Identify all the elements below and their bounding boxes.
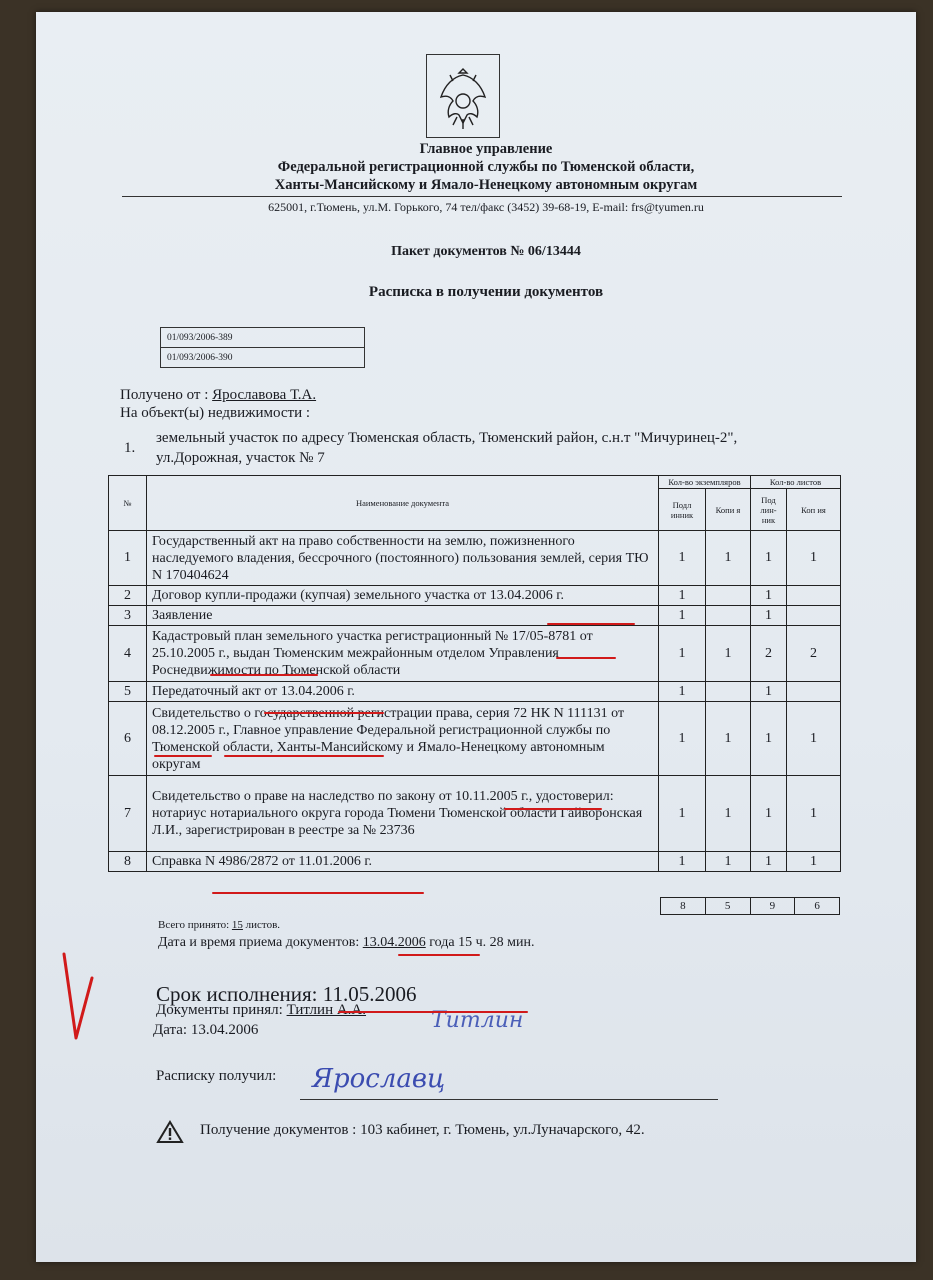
row-copy-sheets: 1 xyxy=(787,776,841,852)
package-title: Пакет документов № 06/13444 xyxy=(391,244,581,259)
accepted-by-label: Документы принял: xyxy=(156,1002,283,1018)
table-row xyxy=(109,776,841,852)
red-underline xyxy=(224,755,384,757)
red-underline xyxy=(556,657,616,659)
accept-date: 13.04.2006 xyxy=(362,935,426,950)
accepted-by-line xyxy=(156,1002,366,1019)
row-copy-sheets xyxy=(787,682,841,702)
row-orig-sheets: 1 xyxy=(751,702,787,776)
row-copy: 1 xyxy=(706,776,751,852)
row-orig: 1 xyxy=(659,531,706,586)
table-row xyxy=(109,531,841,586)
total-accepted-value: 15 xyxy=(231,919,243,931)
row-doc-name: Государственный акт на право собственности на землю, пожизненного наследуемого владения, бессрочного (постоянного) пользования землей, серия ТЮ N 170404624 xyxy=(147,531,659,586)
date-label: Дата: xyxy=(153,1022,188,1038)
col-header-original-sheets: Под лин-ник xyxy=(751,489,787,531)
row-orig: 1 xyxy=(659,702,706,776)
header-divider xyxy=(122,196,842,197)
received-from-line xyxy=(120,387,316,404)
row-orig: 1 xyxy=(659,606,706,626)
table-row xyxy=(109,702,841,776)
accept-datetime-line xyxy=(158,935,534,951)
date-line xyxy=(153,1022,258,1039)
object-address-line-2: ул.Дорожная, участок № 7 xyxy=(156,450,325,466)
total-copy: 5 xyxy=(705,898,750,915)
row-orig-sheets: 1 xyxy=(751,852,787,872)
red-underline xyxy=(547,623,635,625)
receipt-signature: Ярославц xyxy=(312,1064,446,1094)
received-from-label: Получено от : xyxy=(120,387,209,403)
object-number: 1. xyxy=(124,440,136,456)
object-address-line-1: земельный участок по адресу Тюменская область, Тюменский район, с.н.т "Мичуринец-2", xyxy=(156,430,738,446)
row-copy-sheets: 1 xyxy=(787,852,841,872)
coat-of-arms-emblem xyxy=(426,54,500,138)
col-header-sheets-group: Кол-во листов xyxy=(751,476,841,489)
row-copy: 1 xyxy=(706,852,751,872)
accepted-by-signature: Титлин xyxy=(431,1008,524,1033)
col-header-copies-group: Кол-во экземпляров xyxy=(659,476,751,489)
red-underline xyxy=(398,954,480,956)
deadline-label: Срок исполнения: xyxy=(156,982,318,1006)
reg-number: 01/093/2006-390 xyxy=(161,348,365,368)
row-doc-name: Договор купли-продажи (купчая) земельного участка от 13.04.2006 г. xyxy=(147,586,659,606)
received-from-name: Ярославова Т.А. xyxy=(212,387,317,403)
col-header-num: № xyxy=(109,476,147,531)
deadline-value: 11.05.2006 xyxy=(322,982,417,1006)
col-header-original: Подл инник xyxy=(659,489,706,531)
pickup-location: Получение документов : 103 кабинет, г. Тюмень, ул.Луначарского, 42. xyxy=(200,1122,645,1138)
row-copy-sheets xyxy=(787,586,841,606)
row-num: 7 xyxy=(109,776,147,852)
row-doc-name: Свидетельство о праве на наследство по закону от 10.11.2005 г., удостоверил: нотариус нотариального округа города Тюмени Тюменской области Гайворонская Л.И., зарегистрирован в реестре за № 23736 xyxy=(147,776,659,852)
registration-numbers-box xyxy=(160,327,365,368)
table-row xyxy=(109,586,841,606)
row-doc-name: Справка N 4986/2872 от 11.01.2006 г. xyxy=(147,852,659,872)
total-copy-sheets: 6 xyxy=(795,898,840,915)
receipt-title: Расписка в получении документов xyxy=(368,284,604,300)
red-check-mark xyxy=(58,950,98,1045)
row-copy-sheets: 1 xyxy=(787,702,841,776)
red-underline xyxy=(212,892,424,894)
total-accepted-label: Всего принято: xyxy=(158,919,230,931)
row-num: 1 xyxy=(109,531,147,586)
col-header-copy: Копи я xyxy=(706,489,751,531)
totals-row xyxy=(660,897,840,915)
red-underline xyxy=(154,755,212,757)
table-row xyxy=(109,852,841,872)
row-num: 4 xyxy=(109,626,147,682)
organization-name xyxy=(106,140,866,194)
table-row xyxy=(109,606,841,626)
row-copy xyxy=(706,606,751,626)
row-num: 3 xyxy=(109,606,147,626)
row-copy xyxy=(706,682,751,702)
row-num: 6 xyxy=(109,702,147,776)
org-line-3: Ханты-Мансийскому и Ямало-Ненецкому автономным округам xyxy=(274,177,698,193)
date-value: 13.04.2006 xyxy=(190,1022,259,1038)
row-copy: 1 xyxy=(706,626,751,682)
total-accepted-unit: листов. xyxy=(245,919,281,931)
row-doc-name: Свидетельство о государственной регистрации права, серия 72 НК N 111131 от 08.12.2005 г., Главное управление Федеральной регистрационной службы по Тюменской области, Ханты-Мансийскому и Ямало-Ненецкому автономным округам xyxy=(147,702,659,776)
row-copy xyxy=(706,586,751,606)
org-line-1: Главное управление xyxy=(419,141,553,157)
row-doc-name: Кадастровый план земельного участка регистрационный № 17/05-8781 от 25.10.2005 г., выдан Тюменским межрайонным отделом Управления Роснедвижимости по Тюменской области xyxy=(147,626,659,682)
accept-datetime-label: Дата и время приема документов: xyxy=(158,935,360,950)
row-orig: 1 xyxy=(659,626,706,682)
col-header-copy-sheets: Коп ия xyxy=(787,489,841,531)
red-underline xyxy=(210,674,318,676)
row-num: 5 xyxy=(109,682,147,702)
row-copy: 1 xyxy=(706,531,751,586)
org-line-2: Федеральной регистрационной службы по Тюменской области, xyxy=(277,159,695,175)
row-orig: 1 xyxy=(659,682,706,702)
total-orig: 8 xyxy=(661,898,706,915)
row-doc-name: Передаточный акт от 13.04.2006 г. xyxy=(147,682,659,702)
row-copy-sheets: 1 xyxy=(787,531,841,586)
red-underline xyxy=(264,712,384,714)
row-num: 2 xyxy=(109,586,147,606)
row-copy: 1 xyxy=(706,702,751,776)
document-page xyxy=(36,12,916,1262)
row-num: 8 xyxy=(109,852,147,872)
objects-label: На объект(ы) недвижимости : xyxy=(120,405,311,421)
row-orig: 1 xyxy=(659,586,706,606)
receipt-received-label: Расписку получил: xyxy=(156,1068,277,1084)
row-orig-sheets: 1 xyxy=(751,531,787,586)
row-orig-sheets: 1 xyxy=(751,586,787,606)
red-underline xyxy=(504,808,602,810)
accepted-by-name: Титлин А.А. xyxy=(286,1002,367,1018)
reg-number: 01/093/2006-389 xyxy=(161,328,365,348)
row-orig-sheets: 2 xyxy=(751,626,787,682)
total-accepted-line xyxy=(158,919,280,931)
row-copy-sheets xyxy=(787,606,841,626)
table-row xyxy=(109,682,841,702)
accept-time: года 15 ч. 28 мин. xyxy=(429,935,535,950)
warning-icon xyxy=(156,1120,184,1144)
signature-line xyxy=(300,1099,718,1100)
total-orig-sheets: 9 xyxy=(750,898,795,915)
row-doc-name: Заявление xyxy=(147,606,659,626)
row-orig-sheets: 1 xyxy=(751,776,787,852)
row-orig-sheets: 1 xyxy=(751,606,787,626)
col-header-name: Наименование документа xyxy=(147,476,659,531)
row-orig: 1 xyxy=(659,852,706,872)
org-address: 625001, г.Тюмень, ул.М. Горького, 74 тел/факс (3452) 39-68-19, E-mail: frs@tyumen.ru xyxy=(268,200,704,214)
row-orig-sheets: 1 xyxy=(751,682,787,702)
row-copy-sheets: 2 xyxy=(787,626,841,682)
red-underline xyxy=(338,1011,528,1013)
row-orig: 1 xyxy=(659,776,706,852)
